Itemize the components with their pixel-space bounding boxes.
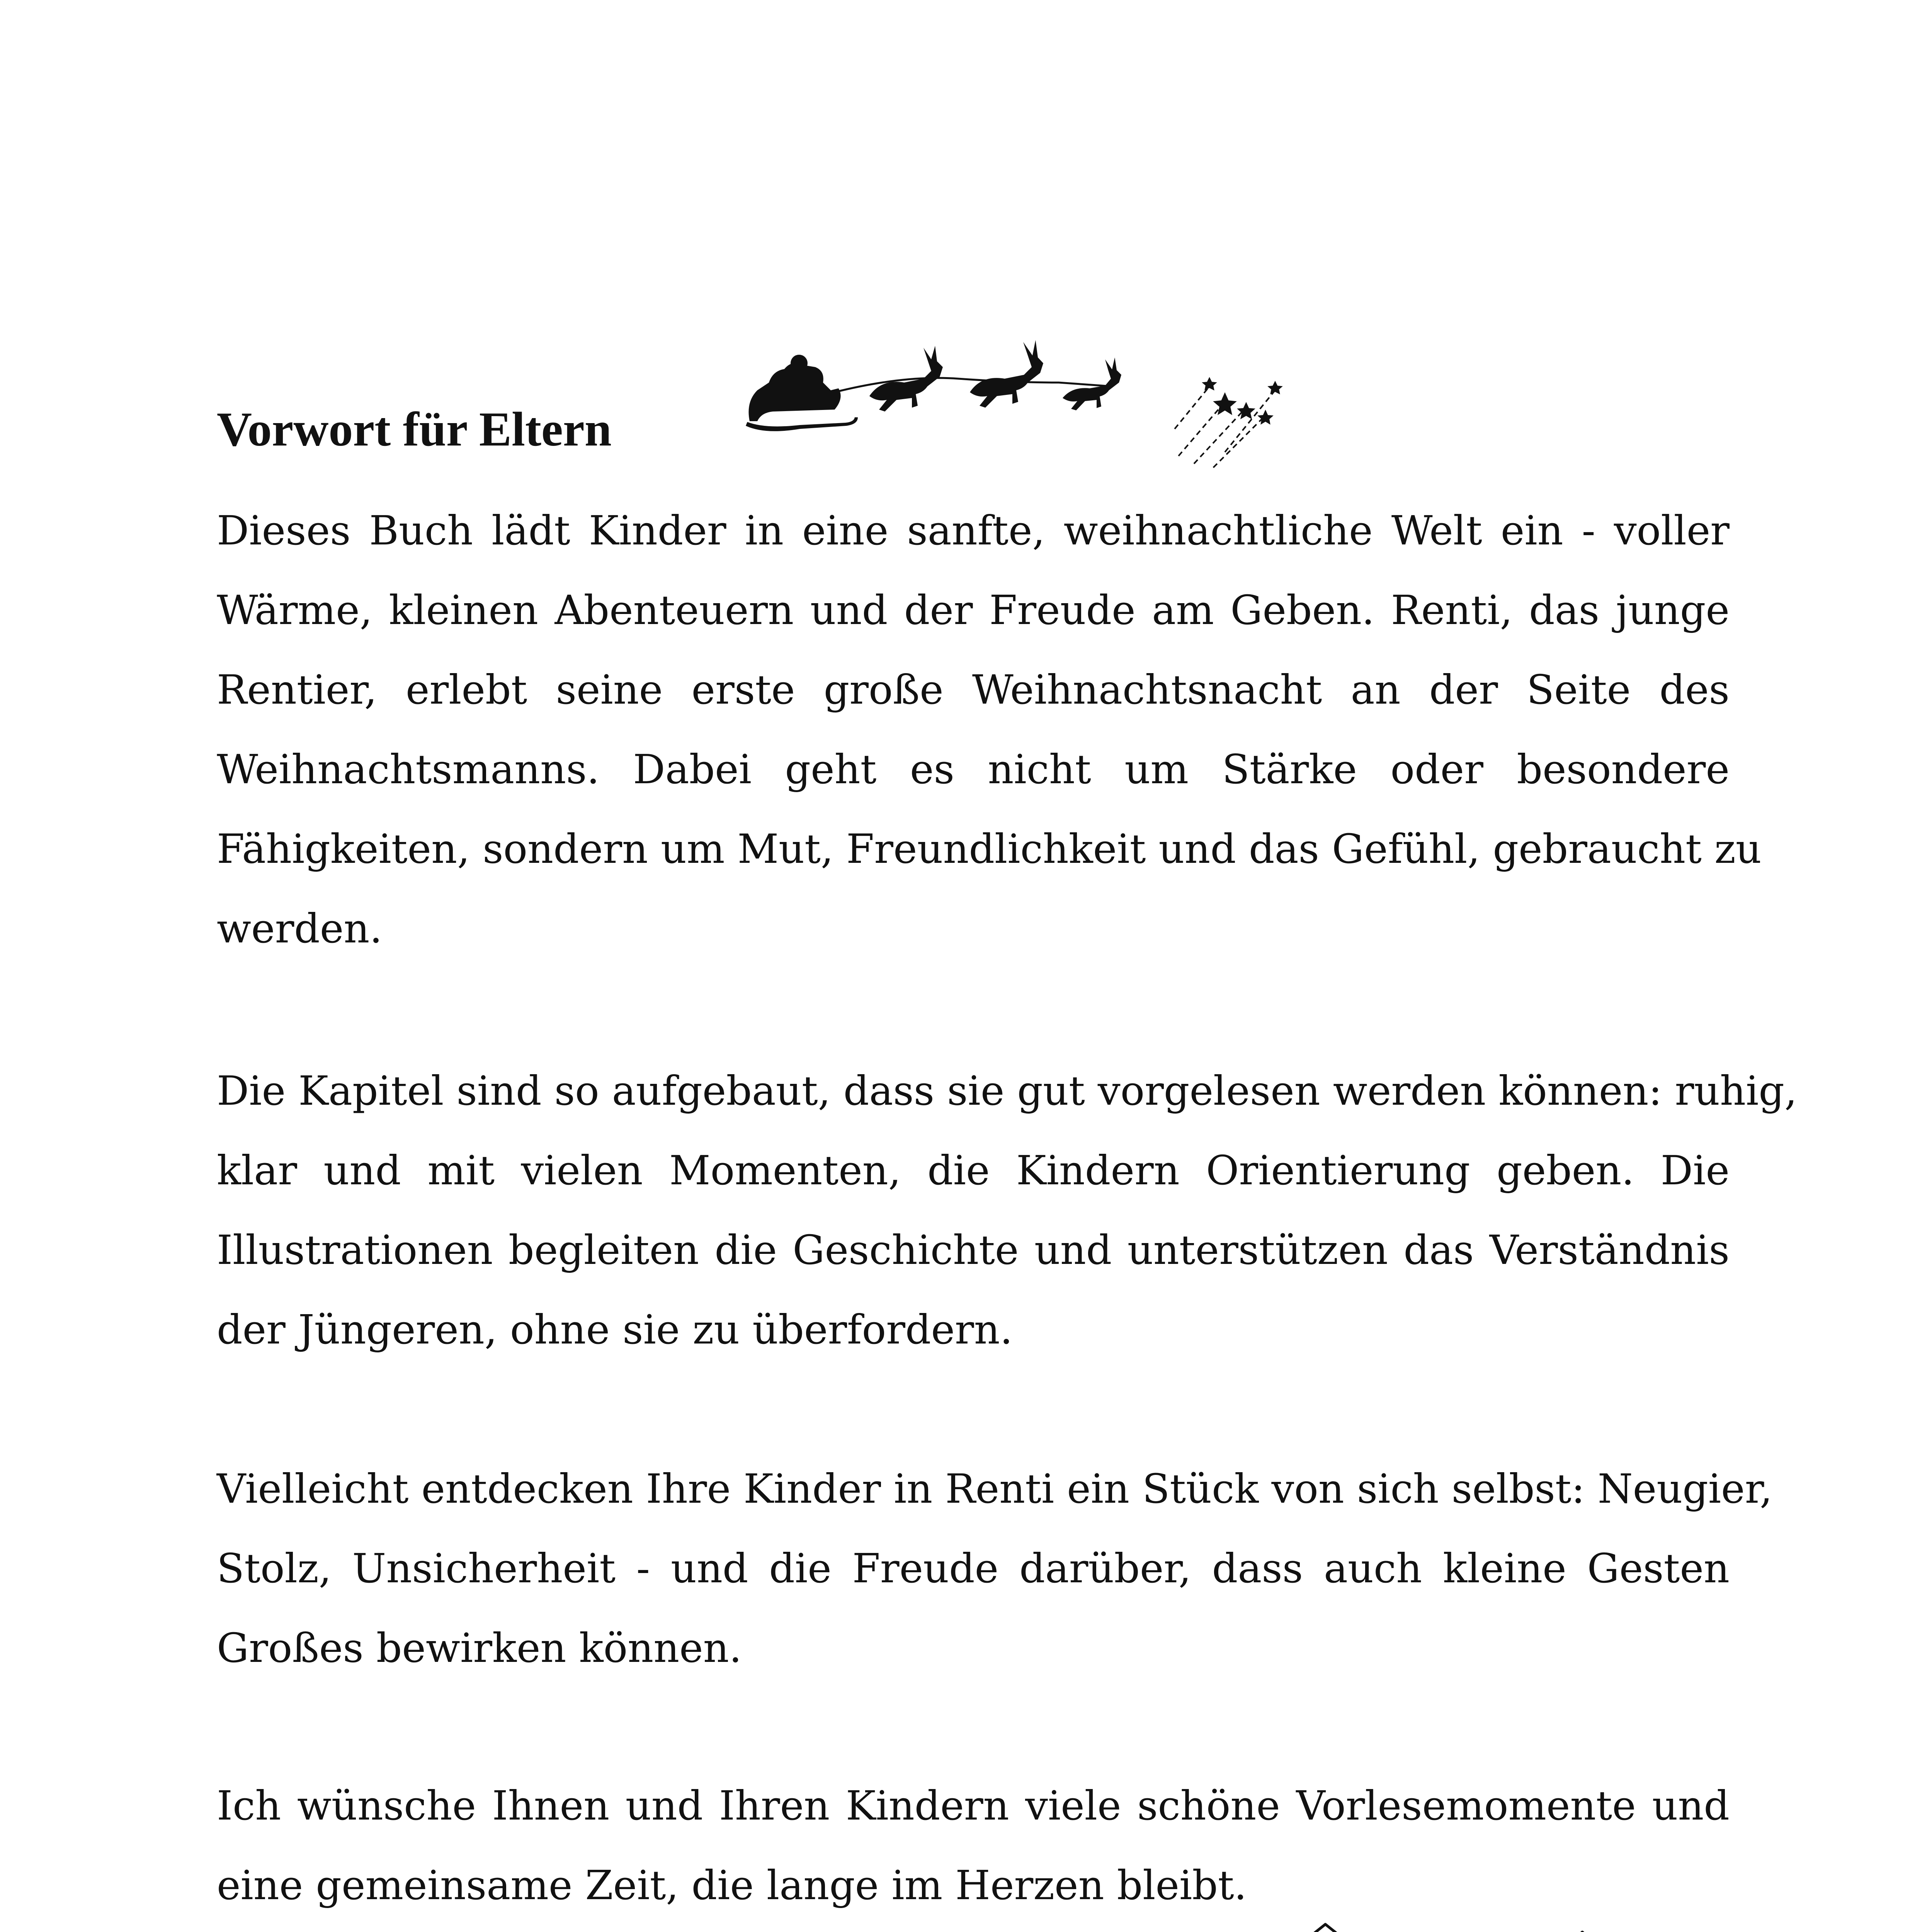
text-line: Stolz, Unsicherheit - und die Freude darüber, dass auch kleine Gesten (217, 1545, 1730, 1592)
text-line: Großes bewirken können. (217, 1624, 742, 1672)
text-line: der Jüngeren, ohne sie zu überfordern. (217, 1306, 1013, 1353)
paragraph-1 (217, 491, 1762, 968)
text-line: Rentier, erlebt seine erste große Weihnachtsnacht an der Seite des (217, 666, 1730, 713)
winter-village-icon (1159, 1893, 1793, 1932)
text-line: Illustrationen begleiten die Geschichte und unterstützen das Verständnis (217, 1226, 1730, 1274)
paragraph-3 (217, 1449, 1773, 1688)
text-line: klar und mit vielen Momenten, die Kindern Orientierung geben. Die (217, 1147, 1730, 1194)
text-line: Ich wünsche Ihnen und Ihren Kindern viele schöne Vorlesemomente und (217, 1782, 1730, 1829)
text-line: werden. (217, 905, 383, 952)
heading-vorwort: Vorwort für Eltern (217, 403, 612, 456)
text-line: Dieses Buch lädt Kinder in eine sanfte, weihnachtliche Welt ein - voller (217, 507, 1730, 554)
text-line: Weihnachtsmanns. Dabei geht es nicht um Stärke oder besondere (217, 746, 1730, 793)
text-line: eine gemeinsame Zeit, die lange im Herzen bleibt. (217, 1862, 1247, 1909)
santa-sleigh-icon (742, 325, 1136, 440)
text-line: Fähigkeiten, sondern um Mut, Freundlichkeit und das Gefühl, gebraucht zu (217, 825, 1762, 872)
text-line: Vielleicht entdecken Ihre Kinder in Renti ein Stück von sich selbst: Neugier, (217, 1465, 1773, 1512)
text-line: Wärme, kleinen Abenteuern und der Freude am Geben. Renti, das junge (217, 587, 1730, 634)
paragraph-2 (217, 1051, 1798, 1369)
shooting-stars-icon (1167, 355, 1283, 471)
text-line: Die Kapitel sind so aufgebaut, dass sie gut vorgelesen werden können: ruhig, (217, 1067, 1798, 1114)
